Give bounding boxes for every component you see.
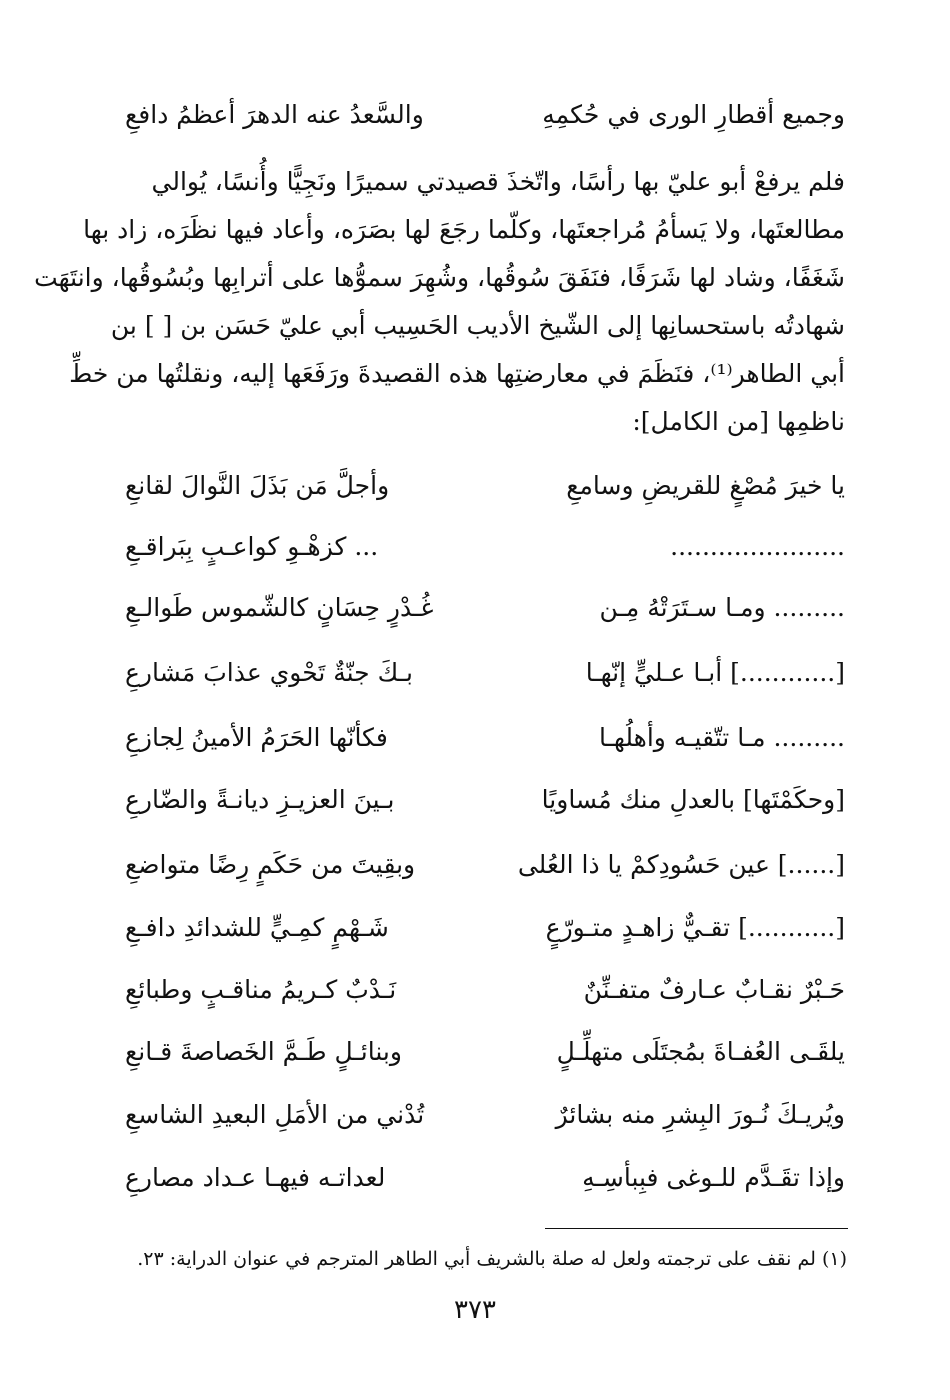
prose-line: مطالعتَها، ولا يَسأمُ مُراجعتَها، وكلّما رجَعَ لها بصَرَه، وأعاد فيها نظَرَه، زاد بها — [83, 215, 845, 244]
first-hemistich: [......] عين حَسُودِكمْ يا ذا العُلى — [517, 850, 845, 879]
poem-verse — [125, 908, 845, 968]
prose-line: شَغَفًا، وشاد لها شَرَفًا، فنَفَقَ سُوقُها، وشُهِرَ سموُّها على أترابِها وبُسُوقُها، وانتَهَت — [34, 263, 845, 292]
poem-verse — [125, 1032, 845, 1092]
poem-verse — [125, 1158, 845, 1218]
footnote-divider — [545, 1228, 848, 1229]
prose-line: ناظمِها [من الكامل]: — [632, 407, 845, 436]
second-hemistich: وأجلَّ مَن بَذَلَ النَّوالَ لقانعِ — [125, 471, 390, 500]
top-verse-first-hemistich: وجميع أقطارِ الورى في حُكمِهِ — [542, 100, 845, 129]
second-hemistich: وبقِيتَ من حَكَمٍ رِضًا متواضعِ — [125, 850, 416, 879]
footnote: (١) لم نقف على ترجمته ولعل له صلة بالشريف أبي الطاهر المترجم في عنوان الدراية: ٢٣. — [137, 1248, 847, 1270]
poem-verse — [125, 588, 845, 648]
first-hemistich: وإذا تقَـدَّم للـوغى فبِبأسِـهِ — [582, 1163, 845, 1192]
second-hemistich: ... كزهْـوِ كواعـبٍ بِبَراقـعِ — [125, 532, 379, 561]
first-hemistich: يلقَـى العُفـاةَ بمُجتَلَى متهلِّـلٍ — [556, 1037, 845, 1066]
second-hemistich: غُـدْرٍ حِسَانٍ كالشّموس طَوالـعِ — [125, 593, 434, 622]
top-verse-second-hemistich: والسَّعدُ عنه الدهرَ أعظمُ دافعِ — [125, 100, 424, 129]
poem-verse — [125, 845, 845, 905]
top-verse — [125, 95, 845, 155]
second-hemistich: وبنائـلٍ طَـمَّ الخَصاصةَ قـانعِ — [125, 1037, 402, 1066]
poem-verse — [125, 466, 845, 526]
second-hemistich: لعداتـه فيهـا عـداد مصارعِ — [125, 1163, 386, 1192]
first-hemistich: [............] أبـا عـليٍّ إنّهـا — [585, 658, 845, 687]
first-hemistich: [...........] تقـيٌّ زاهـدٍ متـورّعٍ — [545, 913, 845, 942]
poem-verse — [125, 527, 845, 587]
first-hemistich: ......... ومـا سـتَرَتْهُ مِـن — [599, 593, 845, 622]
second-hemistich: بـينَ العزيـزِ ديانـةً والضّارعِ — [125, 785, 395, 814]
poem-verse — [125, 970, 845, 1030]
first-hemistich: حَـبْرٌ نقـابٌ عـارفٌ متفـنِّنٌ — [583, 975, 845, 1004]
first-hemistich: ......... مـا تتّقيـه وأهلُهـا — [598, 723, 845, 752]
second-hemistich: شَـهْمٍ كمِـيٍّ للشدائدِ دافـعِ — [125, 913, 389, 942]
second-hemistich: نَـدْبٌ كـريمُ مناقـبٍ وطبائعِ — [125, 975, 397, 1004]
first-hemistich: ويُريـكَ نُـورَ البِشرِ منه بشائرٌ — [555, 1100, 845, 1129]
page-number: ٣٧٣ — [454, 1295, 496, 1325]
prose-line: شهادتُه باستحسانِها إلى الشّيخ الأديب الحَسِيب أبي عليّ حَسَن بن [ ] بن — [110, 311, 845, 340]
prose-line: فلم يرفعْ أبو عليّ بها رأسًا، واتّخذَ قصيدتي سميرًا ونَجِيًّا وأُنسًا، يُوالي — [151, 167, 845, 196]
poem-verse — [125, 653, 845, 713]
poem-verse — [125, 718, 845, 778]
first-hemistich: [وحكَمْتَها] بالعدلِ منك مُساويًا — [541, 785, 845, 814]
prose-paragraph — [34, 158, 845, 446]
first-hemistich: ...................... — [670, 532, 845, 561]
second-hemistich: فكأنّها الحَرَمُ الأمينُ لِجازعِ — [125, 723, 388, 752]
second-hemistich: بـكَ جنّةٌ تَحْوي عذابَ مَشارعِ — [125, 658, 413, 687]
poem-verse — [125, 780, 845, 840]
first-hemistich: يا خيرَ مُصْغٍ للقريضِ وسامعِ — [566, 471, 845, 500]
prose-line: أبي الطاهر⁽¹⁾، فنَظَمَ في معارضتِها هذه القصيدةَ ورَفَعَها إليه، ونقلتُها من خطِّ — [69, 359, 845, 388]
poem-verse — [125, 1095, 845, 1155]
second-hemistich: تُدْني من الأمَلِ البعيدِ الشاسعِ — [125, 1100, 425, 1129]
